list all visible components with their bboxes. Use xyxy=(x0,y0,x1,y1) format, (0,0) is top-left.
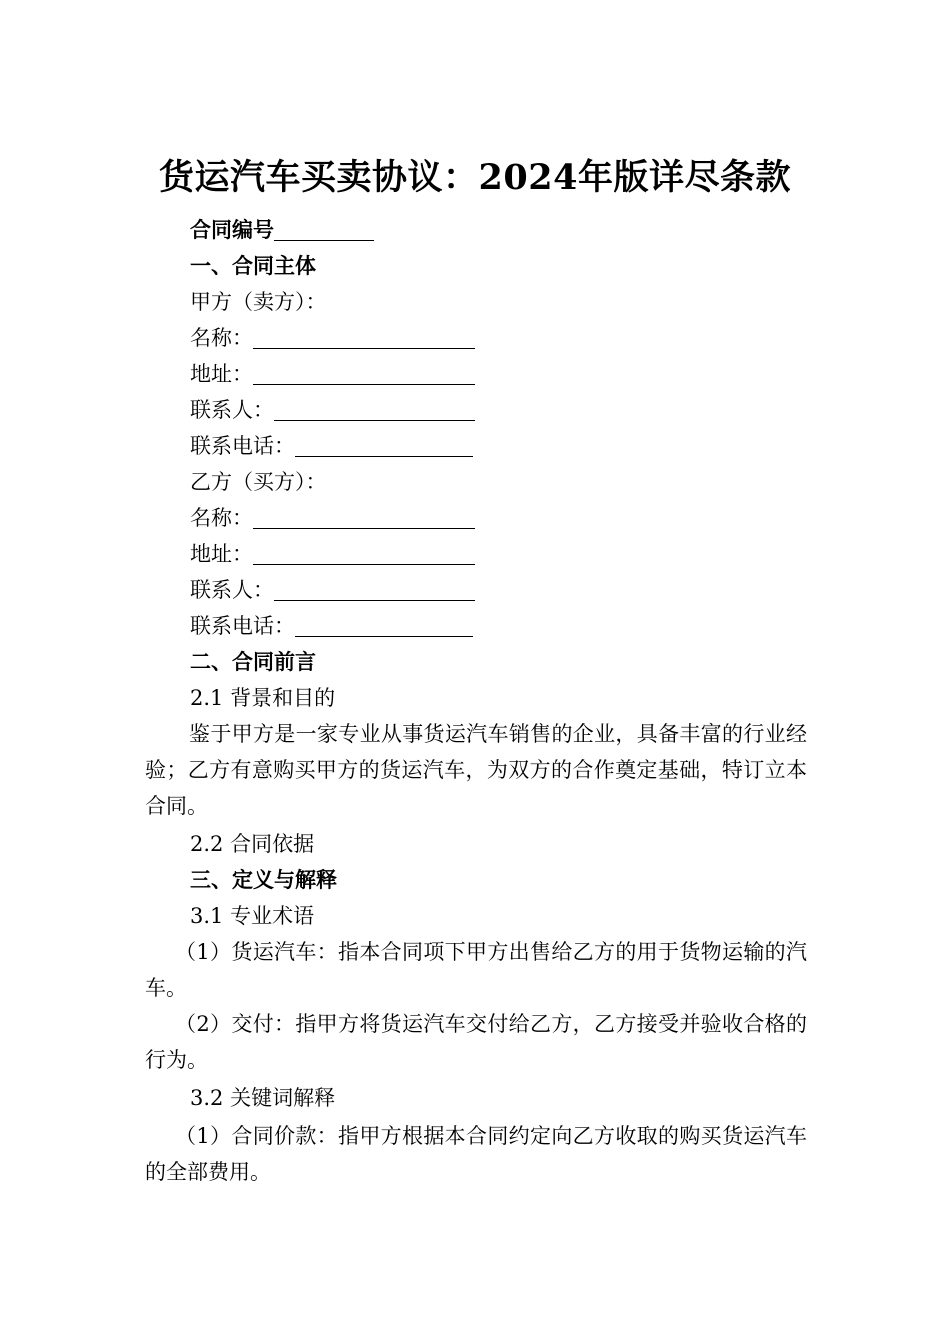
party-b-address-row xyxy=(190,536,475,572)
party-a-phone-row xyxy=(190,428,473,464)
party-b-label: 乙方（买方）： xyxy=(190,470,327,494)
name-label: 名称： xyxy=(190,506,253,530)
address-label: 地址： xyxy=(190,542,253,566)
party-a-name-blank[interactable] xyxy=(253,326,475,349)
party-b-phone-row xyxy=(190,608,473,644)
party-b-contact-row xyxy=(190,572,475,608)
definition-contract-price: （1）合同价款：指甲方根据本合同约定向乙方收取的购买货运汽车的全部费用。 xyxy=(145,1124,807,1184)
clause-3-1-title: 3.1 专业术语 xyxy=(190,904,315,928)
clause-2-1-paragraph: 鉴于甲方是一家专业从事货运汽车销售的企业，具备丰富的行业经验；乙方有意购买甲方的货运汽车，为双方的合作奠定基础，特订立本合同。 xyxy=(145,722,807,818)
document-title: 货运汽车买卖协议：2024年版详尽条款 xyxy=(159,157,791,198)
party-a-contact-blank[interactable] xyxy=(274,398,475,421)
phone-label: 联系电话： xyxy=(190,614,295,638)
party-a-phone-blank[interactable] xyxy=(295,434,473,457)
party-a-address-blank[interactable] xyxy=(253,362,475,385)
definition-truck: （1）货运汽车：指本合同项下甲方出售给乙方的用于货物运输的汽车。 xyxy=(145,940,807,1000)
name-label: 名称： xyxy=(190,326,253,350)
party-b-address-blank[interactable] xyxy=(253,542,475,565)
phone-label: 联系电话： xyxy=(190,434,295,458)
section-3-heading: 三、定义与解释 xyxy=(190,867,337,892)
definition-delivery: （2）交付：指甲方将货运汽车交付给乙方，乙方接受并验收合格的行为。 xyxy=(145,1012,807,1072)
party-b-phone-blank[interactable] xyxy=(295,614,473,637)
address-label: 地址： xyxy=(190,362,253,386)
contract-number-row xyxy=(190,212,374,248)
party-a-contact-row xyxy=(190,392,475,428)
party-a-name-row xyxy=(190,320,475,356)
contact-label: 联系人： xyxy=(190,398,274,422)
party-a-label: 甲方（卖方）： xyxy=(190,290,327,314)
party-b-contact-blank[interactable] xyxy=(274,578,475,601)
contact-label: 联系人： xyxy=(190,578,274,602)
clause-3-2-title: 3.2 关键词解释 xyxy=(190,1086,336,1110)
party-a-address-row xyxy=(190,356,475,392)
contract-number-label: 合同编号 xyxy=(190,217,274,242)
section-1-heading: 一、合同主体 xyxy=(190,253,316,278)
clause-2-1-title: 2.1 背景和目的 xyxy=(190,686,336,710)
section-2-heading: 二、合同前言 xyxy=(190,649,316,674)
party-b-name-blank[interactable] xyxy=(253,506,475,529)
contract-number-blank[interactable] xyxy=(274,218,374,241)
clause-2-2-title: 2.2 合同依据 xyxy=(190,832,315,856)
party-b-name-row xyxy=(190,500,475,536)
